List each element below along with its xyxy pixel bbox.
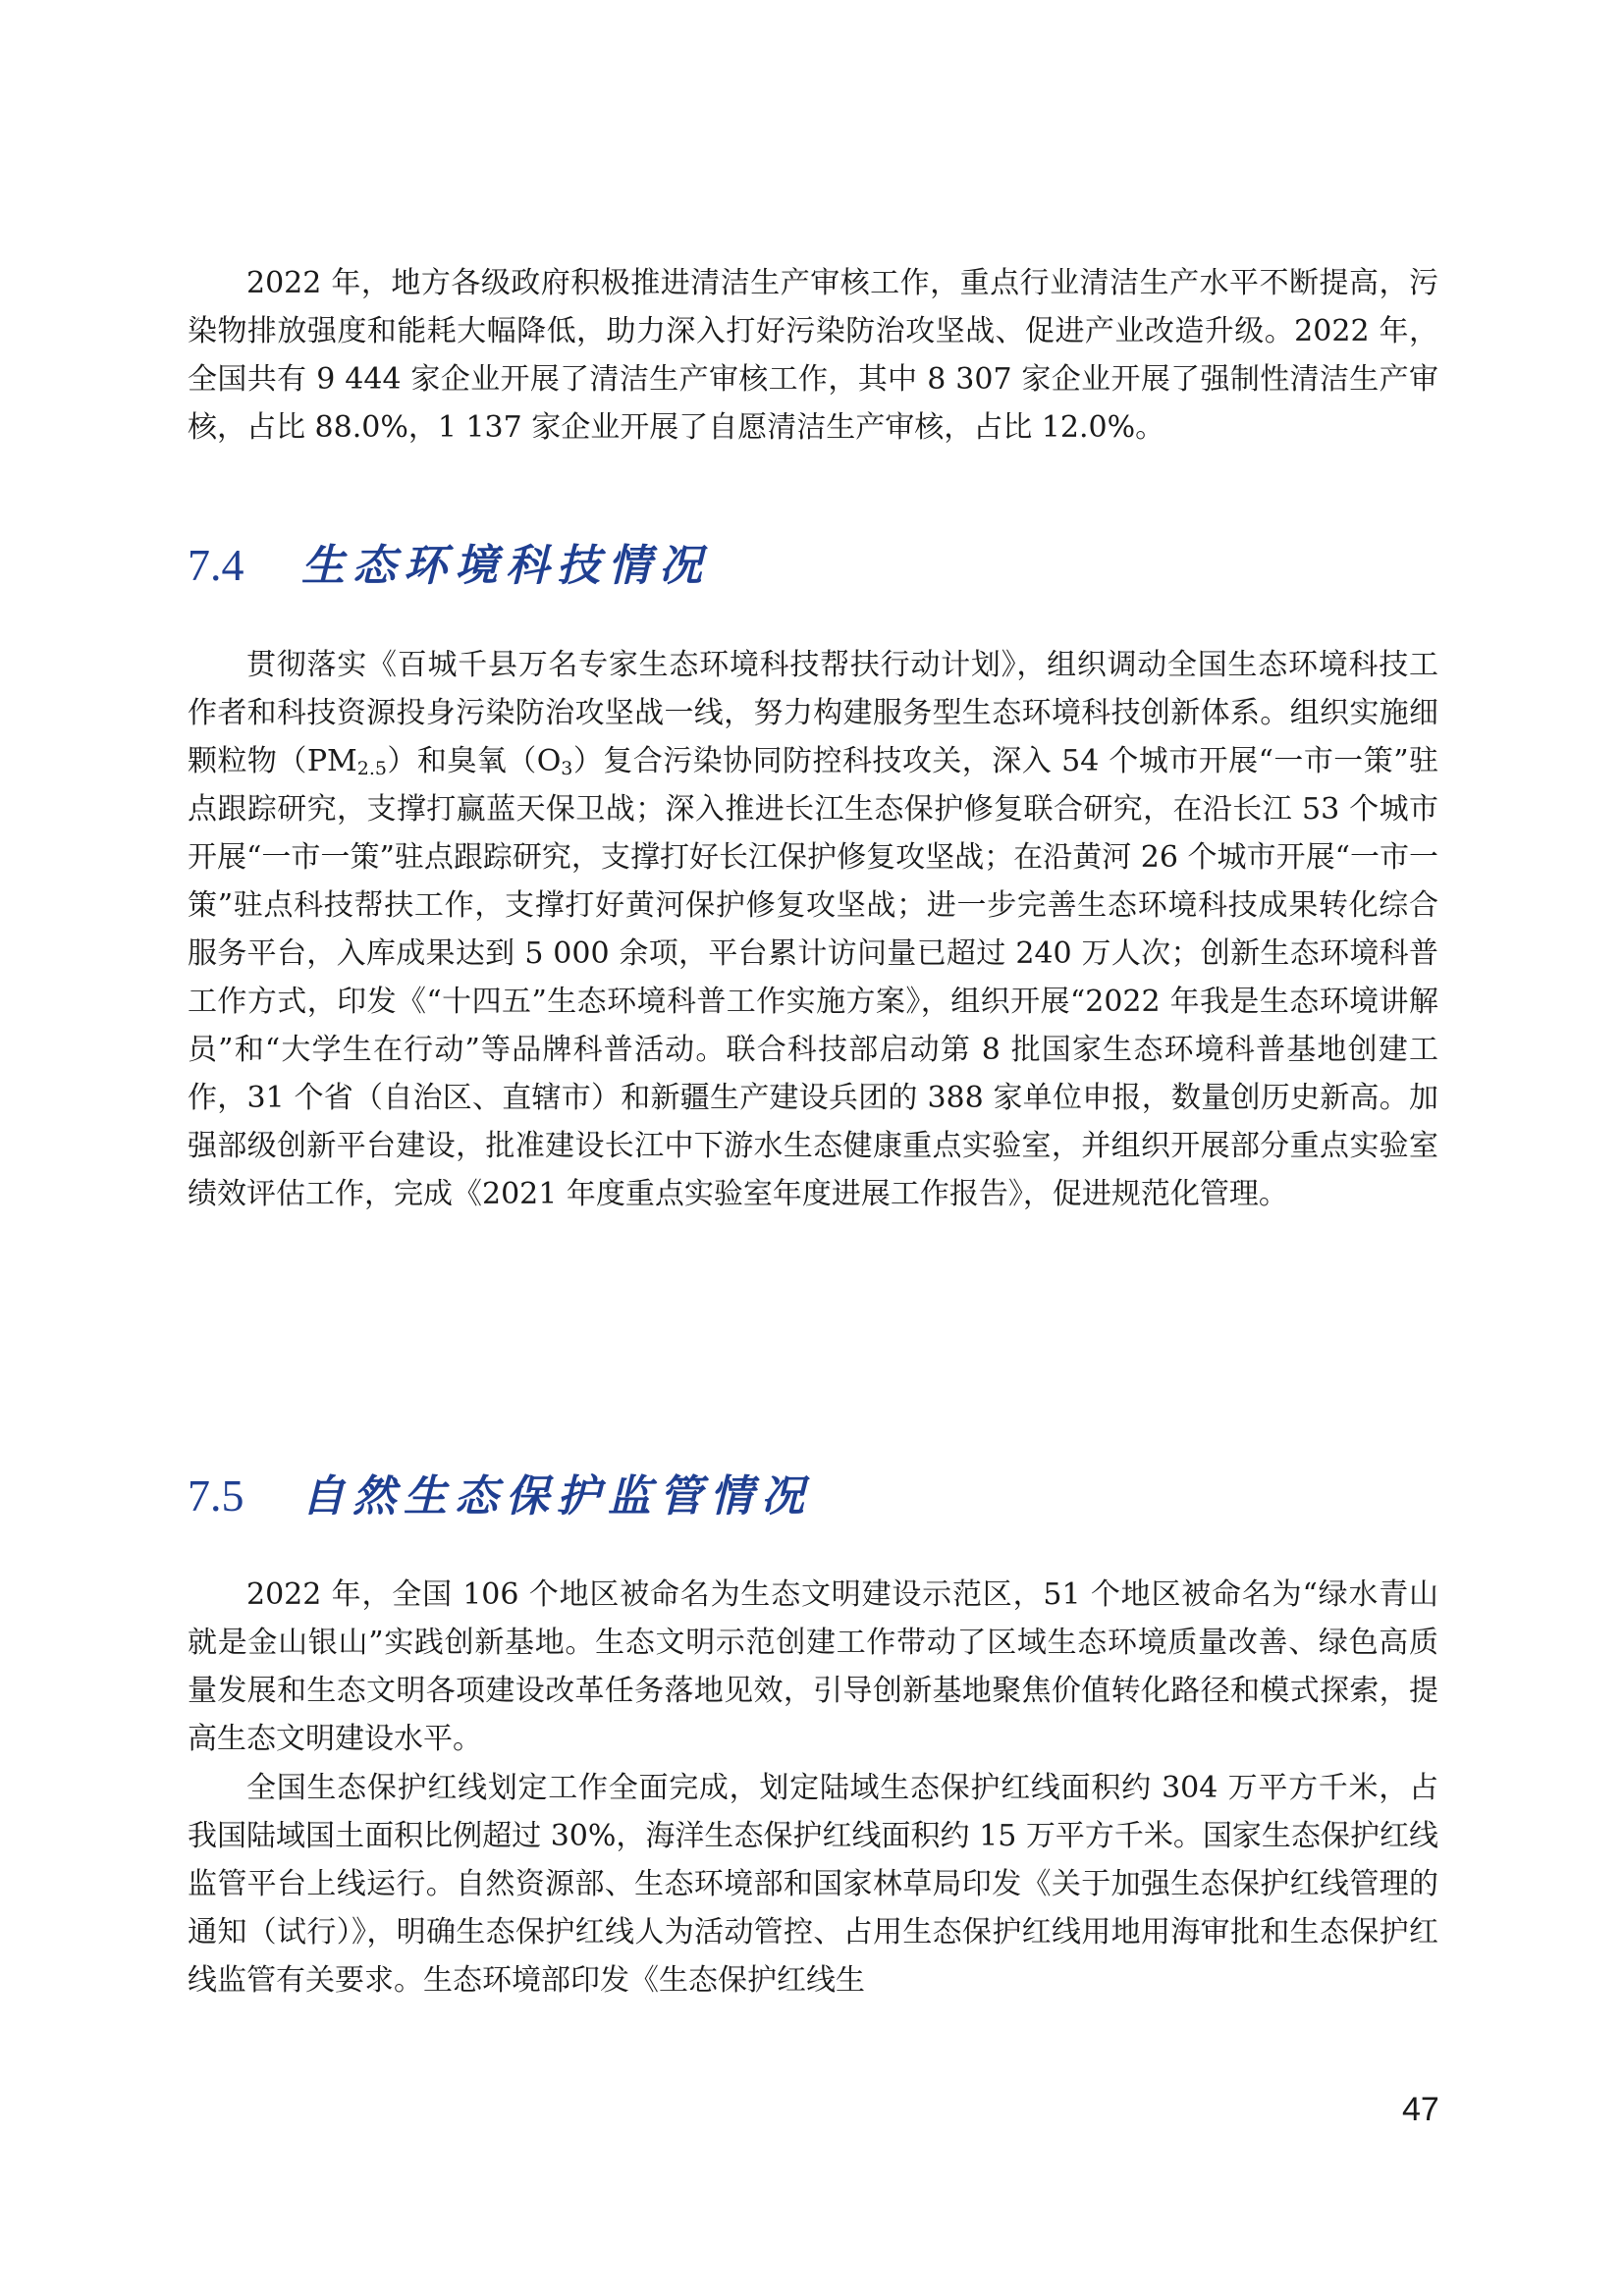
section-number: 7.4	[188, 540, 244, 590]
text-run: ）复合污染协同防控科技攻关，深入 54 个城市开展“一市一策”驻点跟踪研究，支撑打赢蓝天保卫战；深入推进长江生态保护修复联合研究，在沿长江 53 个城市开展“一市一策”驻点跟踪研究，支撑打好长江保护修复攻坚战；在沿黄河 26 个城市开展“一市一策”驻点科技帮扶工作，支撑打好黄河保护修复攻坚战；进一步完善生态环境科技成果转化综合服务平台，入库成果达到 5 000 余项，平台累计访问量已超过 240 万人次；创新生态环境科普工作方式，印发《“十四五”生态环境科普工作实施方案》，组织开展“2022 年我是生态环境讲解员”和“大学生在行动”等品牌科普活动。联合科技部启动第 8 批国家生态环境科普基地创建工作，31 个省（自治区、直辖市）和新疆生产建设兵团的 388 家单位申报，数量创历史新高。加强部级创新平台建设，批准建设长江中下游水生态健康重点实验室，并组织开展部分重点实验室绩效评估工作，完成《2021 年度重点实验室年度进展工作报告》，促进规范化管理。	[188, 744, 1438, 1211]
section-7-5-paragraph-2: 全国生态保护红线划定工作全面完成，划定陆域生态保护红线面积约 304 万平方千米，占我国陆域国土面积比例超过 30%，海洋生态保护红线面积约 15 万平方千米。国家生态保护红线监管平台上线运行。自然资源部、生态环境部和国家林草局印发《关于加强生态保护红线管理的通知（试行）》，明确生态保护红线人为活动管控、占用生态保护红线用地用海审批和生态保护红线监管有关要求。生态环境部印发《生态保护红线生	[188, 1771, 1438, 1998]
section-7-4-paragraph	[188, 641, 1438, 1218]
section-title: 自然生态保护监管情况	[301, 1471, 812, 1522]
subscript: 2.5	[356, 758, 387, 779]
page-number: 47	[1402, 2091, 1439, 2128]
section-7-4-heading	[188, 530, 710, 593]
section-7-5-heading	[188, 1461, 812, 1523]
subscript: 3	[561, 758, 573, 779]
section-7-5-paragraph-1: 2022 年，全国 106 个地区被命名为生态文明建设示范区，51 个地区被命名为“绿水青山就是金山银山”实践创新基地。生态文明示范创建工作带动了区域生态环境质量改善、绿色高质量发展和生态文明各项建设改革任务落地见效，引导创新基地聚焦价值转化路径和模式探索，提高生态文明建设水平。	[188, 1577, 1438, 1756]
text-run: 贯彻落实《百城千县万名专家生态环境科技帮扶行动计划》，组织调动全国生态环境科技工作者和科技资源投身污染防治攻坚战一线，努力构建服务型生态环境科技创新体系。组织实施细颗粒物（PM	[188, 648, 1438, 778]
text-run: ）和臭氧（O	[386, 744, 562, 778]
section-number: 7.5	[188, 1470, 244, 1521]
intro-paragraph: 2022 年，地方各级政府积极推进清洁生产审核工作，重点行业清洁生产水平不断提高，污染物排放强度和能耗大幅降低，助力深入打好污染防治攻坚战、促进产业改造升级。2022 年，全国共有 9 444 家企业开展了清洁生产审核工作，其中 8 307 家企业开展了强制性清洁生产审核，占比 88.0%，1 137 家企业开展了自愿清洁生产审核，占比 12.0%。	[188, 266, 1438, 445]
section-title: 生态环境科技情况	[301, 541, 710, 591]
